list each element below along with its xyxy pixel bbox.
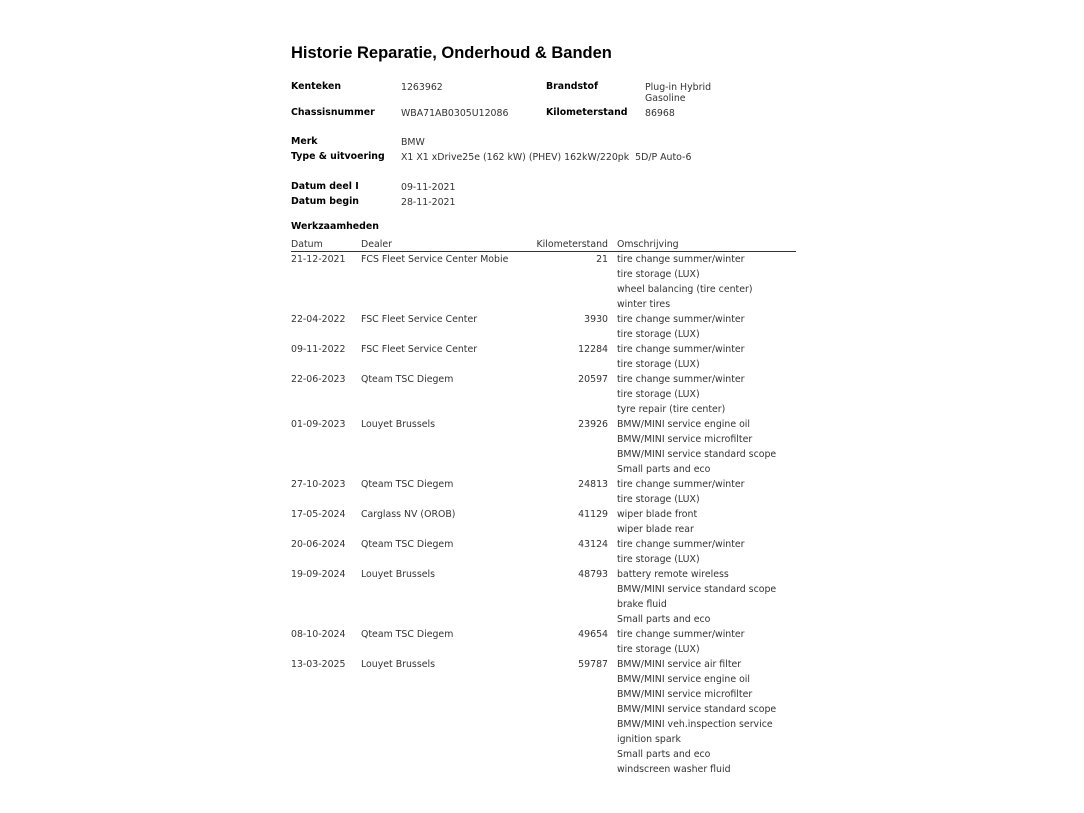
omschrijving-item: BMW/MINI service engine oil <box>617 674 751 685</box>
row-kilometerstand: 3930 <box>584 314 608 325</box>
row-omschrijving <box>617 342 745 372</box>
row-kilometerstand: 20597 <box>578 374 608 385</box>
row-dealer: FCS Fleet Service Center Mobie <box>361 254 509 265</box>
omschrijving-item: BMW/MINI service microfilter <box>617 434 753 445</box>
omschrijving-item: Small parts and eco <box>617 464 711 475</box>
column-header-omschrijving: Omschrijving <box>617 239 679 250</box>
row-dealer: Louyet Brussels <box>361 419 435 430</box>
brandstof-value-line2: Gasoline <box>645 93 686 104</box>
row-dealer: Qteam TSC Diegem <box>361 479 454 490</box>
datum-begin-value: 28-11-2021 <box>401 197 456 208</box>
omschrijving-item: tyre repair (tire center) <box>617 404 726 415</box>
row-dealer: Louyet Brussels <box>361 569 435 580</box>
row-datum: 01-09-2023 <box>291 419 346 430</box>
omschrijving-item: BMW/MINI veh.inspection service <box>617 719 773 730</box>
brandstof-value-line1: Plug-in Hybrid <box>645 82 712 93</box>
row-omschrijving <box>617 657 776 777</box>
table-body <box>291 252 796 777</box>
omschrijving-item: wiper blade front <box>617 509 698 520</box>
omschrijving-item: tire storage (LUX) <box>617 269 700 280</box>
datum-deel-1-label: Datum deel I <box>291 181 359 192</box>
row-dealer: FSC Fleet Service Center <box>361 344 478 355</box>
row-omschrijving <box>617 372 745 417</box>
omschrijving-item: tire change summer/winter <box>617 374 745 385</box>
row-kilometerstand: 49654 <box>578 629 608 640</box>
omschrijving-item: tire storage (LUX) <box>617 329 700 340</box>
table-row <box>291 342 796 372</box>
row-datum: 13-03-2025 <box>291 659 346 670</box>
table-row <box>291 627 796 657</box>
omschrijving-item: tire storage (LUX) <box>617 554 700 565</box>
omschrijving-item: tire change summer/winter <box>617 254 745 265</box>
omschrijving-item: tire change summer/winter <box>617 314 745 325</box>
row-datum: 22-06-2023 <box>291 374 346 385</box>
row-datum: 21-12-2021 <box>291 254 346 265</box>
omschrijving-item: BMW/MINI service engine oil <box>617 419 751 430</box>
row-datum: 09-11-2022 <box>291 344 346 355</box>
omschrijving-item: BMW/MINI service microfilter <box>617 689 753 700</box>
page-title: Historie Reparatie, Onderhoud & Banden <box>291 44 612 62</box>
omschrijving-item: battery remote wireless <box>617 569 729 580</box>
omschrijving-item: BMW/MINI service standard scope <box>617 449 777 460</box>
row-omschrijving <box>617 507 697 537</box>
omschrijving-item: ignition spark <box>617 734 681 745</box>
kilometerstand-value: 86968 <box>645 108 675 119</box>
row-omschrijving <box>617 252 753 312</box>
table-row <box>291 252 796 312</box>
table-row <box>291 657 796 777</box>
type-value: X1 X1 xDrive25e (162 kW) (PHEV) 162kW/220pk 5D/P Auto-6 <box>401 152 692 163</box>
row-datum: 17-05-2024 <box>291 509 346 520</box>
omschrijving-item: windscreen washer fluid <box>617 764 731 775</box>
row-datum: 27-10-2023 <box>291 479 346 490</box>
werkzaamheden-title: Werkzaamheden <box>291 221 379 232</box>
omschrijving-item: BMW/MINI service air filter <box>617 659 742 670</box>
table-row <box>291 417 796 477</box>
table-row <box>291 537 796 567</box>
row-dealer: Qteam TSC Diegem <box>361 629 454 640</box>
row-dealer: Carglass NV (OROB) <box>361 509 456 520</box>
omschrijving-item: tire change summer/winter <box>617 344 745 355</box>
row-omschrijving <box>617 627 745 657</box>
table-row <box>291 372 796 417</box>
row-kilometerstand: 21 <box>596 254 608 265</box>
row-kilometerstand: 12284 <box>578 344 608 355</box>
type-label: Type & uitvoering <box>291 151 385 162</box>
merk-value: BMW <box>401 137 425 148</box>
row-kilometerstand: 24813 <box>578 479 608 490</box>
omschrijving-item: tire change summer/winter <box>617 629 745 640</box>
row-omschrijving <box>617 537 745 567</box>
werkzaamheden-table <box>291 238 796 777</box>
row-kilometerstand: 43124 <box>578 539 608 550</box>
row-datum: 19-09-2024 <box>291 569 346 580</box>
table-header <box>291 238 796 252</box>
brandstof-label: Brandstof <box>546 81 599 92</box>
datum-begin-label: Datum begin <box>291 196 359 207</box>
row-omschrijving <box>617 477 745 507</box>
omschrijving-item: Small parts and eco <box>617 614 711 625</box>
row-omschrijving <box>617 417 776 477</box>
omschrijving-item: tire change summer/winter <box>617 479 745 490</box>
table-row <box>291 477 796 507</box>
column-header-dealer: Dealer <box>361 239 392 250</box>
chassisnummer-label: Chassisnummer <box>291 107 375 118</box>
row-kilometerstand: 23926 <box>578 419 608 430</box>
row-dealer: Louyet Brussels <box>361 659 435 670</box>
omschrijving-item: tire storage (LUX) <box>617 389 700 400</box>
table-row <box>291 507 796 537</box>
omschrijving-item: Small parts and eco <box>617 749 711 760</box>
table-row <box>291 312 796 342</box>
kenteken-value: 1263962 <box>401 82 443 93</box>
kilometerstand-label: Kilometerstand <box>546 107 628 118</box>
row-dealer: FSC Fleet Service Center <box>361 314 478 325</box>
omschrijving-item: tire storage (LUX) <box>617 359 700 370</box>
column-header-datum: Datum <box>291 239 323 250</box>
row-datum: 08-10-2024 <box>291 629 346 640</box>
row-kilometerstand: 59787 <box>578 659 608 670</box>
omschrijving-item: brake fluid <box>617 599 667 610</box>
omschrijving-item: tire storage (LUX) <box>617 644 700 655</box>
datum-deel-1-value: 09-11-2021 <box>401 182 456 193</box>
row-dealer: Qteam TSC Diegem <box>361 374 454 385</box>
row-kilometerstand: 41129 <box>578 509 608 520</box>
omschrijving-item: tire storage (LUX) <box>617 494 700 505</box>
omschrijving-item: wiper blade rear <box>617 524 694 535</box>
row-omschrijving <box>617 567 776 627</box>
omschrijving-item: winter tires <box>617 299 671 310</box>
merk-label: Merk <box>291 136 318 147</box>
kenteken-label: Kenteken <box>291 81 341 92</box>
row-datum: 20-06-2024 <box>291 539 346 550</box>
omschrijving-item: BMW/MINI service standard scope <box>617 704 777 715</box>
omschrijving-item: tire change summer/winter <box>617 539 745 550</box>
row-kilometerstand: 48793 <box>578 569 608 580</box>
chassisnummer-value: WBA71AB0305U12086 <box>401 108 509 119</box>
row-dealer: Qteam TSC Diegem <box>361 539 454 550</box>
table-row <box>291 567 796 627</box>
omschrijving-item: wheel balancing (tire center) <box>617 284 753 295</box>
omschrijving-item: BMW/MINI service standard scope <box>617 584 777 595</box>
row-datum: 22-04-2022 <box>291 314 346 325</box>
column-header-kilometerstand: Kilometerstand <box>536 239 608 250</box>
row-omschrijving <box>617 312 745 342</box>
